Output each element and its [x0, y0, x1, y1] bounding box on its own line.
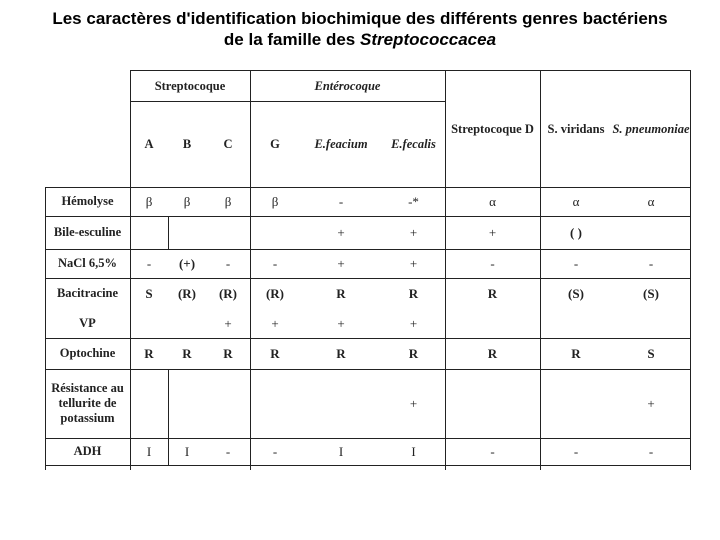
- row-label: VP: [79, 316, 96, 330]
- table-cell: ( ): [570, 224, 582, 240]
- table-cell: -: [225, 443, 231, 459]
- row-label: NaCl 6,5%: [57, 256, 118, 270]
- title-line-2-italic: Streptococcacea: [359, 30, 497, 49]
- table-cell: -: [573, 255, 579, 271]
- table-cell: -: [573, 443, 579, 459]
- group-header-streptocoque: Streptocoque: [154, 78, 226, 93]
- table-cell: (R): [265, 285, 285, 301]
- table-cell: R: [408, 345, 419, 361]
- table-cell: R: [336, 285, 346, 301]
- column-header: E.fecalis: [391, 137, 436, 151]
- table-cell: β: [183, 193, 191, 209]
- table-cell: +: [337, 255, 345, 271]
- table-cell: R: [223, 345, 233, 361]
- row-label: Résistance au tellurite de potassium: [51, 381, 124, 425]
- title-line-2-prefix: de la famille des: [223, 30, 360, 49]
- inner-divider: [168, 216, 169, 249]
- table-cell: (R): [177, 285, 197, 301]
- table-cell: α: [647, 193, 655, 209]
- table-cell: +: [409, 255, 418, 271]
- table-cell: α: [489, 193, 496, 209]
- table-cell: +: [271, 315, 279, 331]
- inner-divider: [168, 369, 169, 438]
- table-cell: -: [648, 255, 654, 271]
- table-cell: +: [409, 315, 418, 331]
- table-cell: +: [337, 224, 345, 240]
- row-label: Bacitracine: [56, 286, 119, 300]
- column-header: Streptocoque D: [451, 121, 534, 136]
- table-cell: -: [146, 255, 152, 271]
- title-line-1: Les caractères d'identification biochimique des différents genres bactériens: [52, 9, 668, 28]
- column-header: G: [270, 137, 280, 151]
- table-cell: (R): [218, 285, 238, 301]
- table-cell: β: [271, 193, 279, 209]
- table-cell: (+): [178, 255, 196, 271]
- table-cell: (S): [568, 285, 584, 301]
- table-cell: I: [411, 443, 416, 459]
- table-cell: I: [146, 443, 152, 459]
- row-label: Optochine: [59, 346, 116, 360]
- table-cell: R: [182, 345, 192, 361]
- row-divider: [45, 369, 690, 370]
- table-cell: S: [647, 345, 655, 361]
- column-header: A: [144, 137, 154, 151]
- table-cell: β: [145, 193, 153, 209]
- table-cell: α: [572, 193, 580, 209]
- table-cell: β: [224, 193, 232, 209]
- table-cell: +: [488, 224, 497, 240]
- table-cell: R: [408, 285, 419, 301]
- table-cell: R: [336, 345, 346, 361]
- table-cell: +: [224, 315, 232, 331]
- table-cell: -: [648, 443, 654, 459]
- table-cell: S: [145, 285, 153, 301]
- row-label: Bile-esculine: [53, 225, 122, 239]
- table-cell: R: [270, 345, 280, 361]
- table-cell: -: [490, 255, 495, 271]
- table-cell: R: [487, 285, 498, 301]
- table-cell: (S): [643, 285, 659, 301]
- table-cell: -*: [408, 193, 419, 209]
- table-cell: +: [409, 224, 418, 240]
- table-cell: -: [338, 193, 344, 209]
- row-label: ADH: [73, 444, 102, 458]
- table-cell: I: [184, 443, 190, 459]
- column-header: S. viridans: [547, 121, 605, 136]
- table-cell: R: [487, 345, 498, 361]
- table-cell: -: [272, 443, 278, 459]
- table-cell: +: [409, 395, 418, 411]
- table-cell: R: [144, 345, 154, 361]
- table-cell: -: [272, 255, 278, 271]
- column-header: B: [182, 137, 192, 151]
- table-cell: +: [647, 395, 655, 411]
- group-header-enterocoque: Entérocoque: [314, 78, 381, 93]
- row-divider: [45, 465, 690, 466]
- right-border: [690, 70, 691, 470]
- column-header: S. pneumoniae: [612, 121, 690, 136]
- table-cell: +: [337, 315, 345, 331]
- table-cell: -: [490, 443, 495, 459]
- column-header: E.feacium: [314, 137, 368, 151]
- row-label: Hémolyse: [61, 194, 114, 208]
- table-cell: R: [571, 345, 581, 361]
- table-cell: -: [225, 255, 231, 271]
- column-header: C: [223, 137, 233, 151]
- table-cell: I: [338, 443, 344, 459]
